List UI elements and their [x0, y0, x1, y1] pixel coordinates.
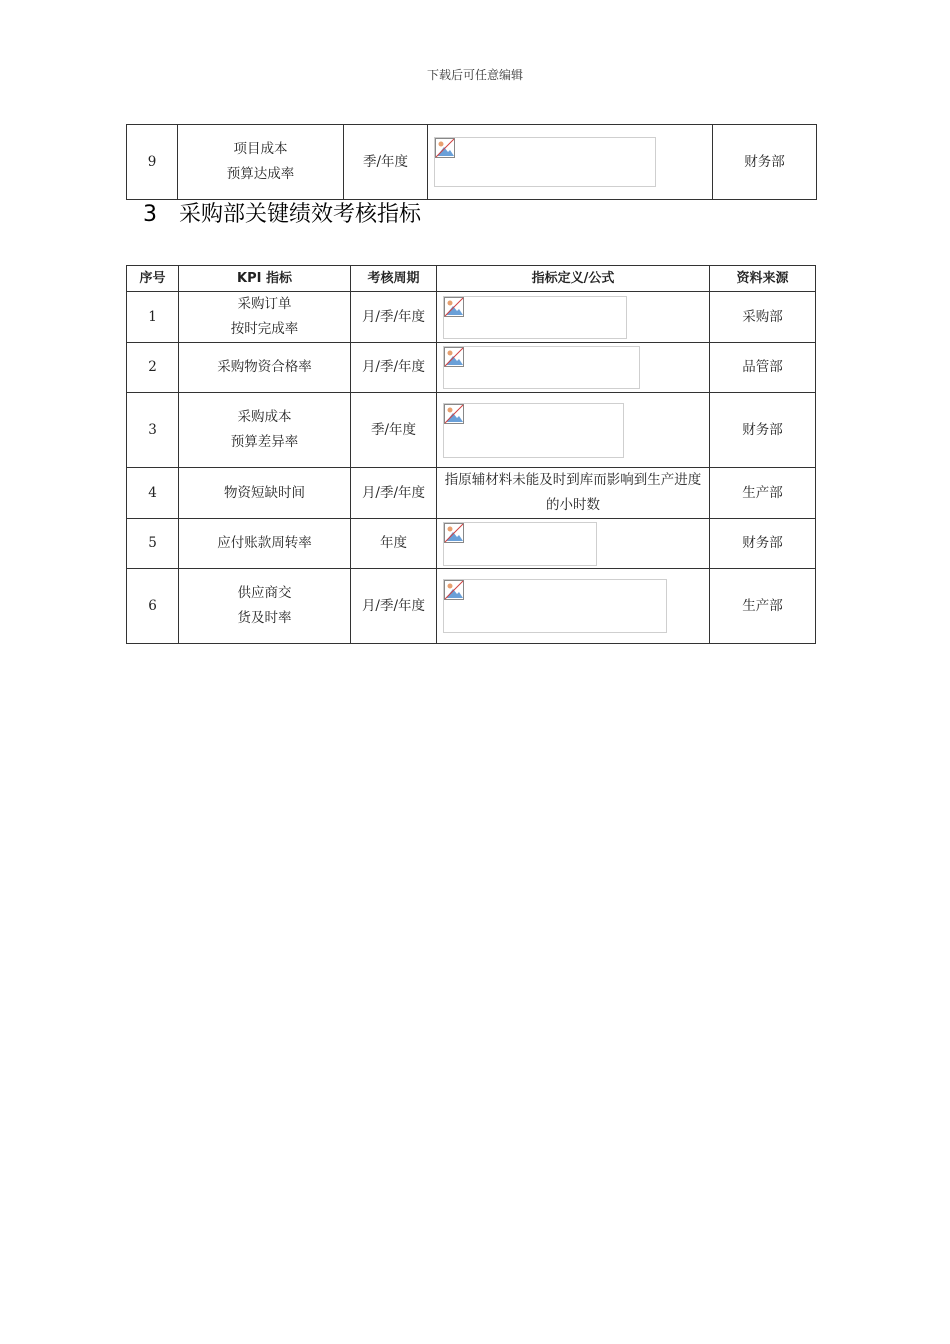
- definition-cell: [437, 468, 710, 519]
- formula-image: [443, 522, 597, 566]
- kpi-name-line1: 项目成本: [233, 141, 288, 157]
- header-period: 考核周期: [351, 266, 437, 292]
- row-index: 4: [127, 468, 179, 519]
- kpi-name-line1: 采购成本: [237, 409, 292, 425]
- period-cell: 季/年度: [351, 393, 437, 468]
- table-row: [127, 569, 816, 644]
- header-kpi: KPI 指标: [179, 266, 351, 292]
- kpi-name: 应付账款周转率: [179, 519, 351, 569]
- formula-image: [443, 346, 640, 389]
- section-title: 采购部关键绩效考核指标: [179, 202, 422, 227]
- kpi-name-line1: 采购订单: [237, 296, 292, 312]
- table-row: [127, 393, 816, 468]
- source-cell: 财务部: [710, 519, 816, 569]
- formula-cell: [437, 343, 710, 393]
- source-cell: 采购部: [710, 292, 816, 343]
- kpi-name: [179, 569, 351, 644]
- header-index: 序号: [127, 266, 179, 292]
- period-cell: 月/季/年度: [351, 343, 437, 393]
- kpi-name: 物资短缺时间: [179, 468, 351, 519]
- header-definition: 指标定义/公式: [437, 266, 710, 292]
- broken-image-icon: [444, 580, 464, 600]
- period-cell: 年度: [351, 519, 437, 569]
- source-cell: 生产部: [710, 468, 816, 519]
- formula-cell: [428, 125, 713, 200]
- row-index: 9: [127, 125, 178, 200]
- kpi-name: [179, 292, 351, 343]
- row-index: 6: [127, 569, 179, 644]
- broken-image-icon: [444, 523, 464, 543]
- period-cell: 月/季/年度: [351, 468, 437, 519]
- row-index: 5: [127, 519, 179, 569]
- row-index: 3: [127, 393, 179, 468]
- broken-image-icon: [444, 404, 464, 424]
- kpi-table: [126, 265, 816, 644]
- kpi-name-line2: 预算达成率: [226, 166, 295, 182]
- table-row: [127, 292, 816, 343]
- table-row: [127, 125, 817, 200]
- formula-image: [434, 137, 656, 187]
- source-cell: 财务部: [713, 125, 817, 200]
- kpi-name-line2: 按时完成率: [230, 321, 299, 337]
- formula-image: [443, 296, 627, 339]
- broken-image-icon: [435, 138, 455, 158]
- broken-image-icon: [444, 347, 464, 367]
- kpi-name: [178, 125, 344, 200]
- header-source: 资料来源: [710, 266, 816, 292]
- formula-cell: [437, 569, 710, 644]
- period-cell: 季/年度: [344, 125, 428, 200]
- period-cell: 月/季/年度: [351, 569, 437, 644]
- table-row: [127, 468, 816, 519]
- kpi-name-line2: 预算差异率: [230, 434, 299, 450]
- formula-cell: [437, 519, 710, 569]
- table-header-row: [127, 266, 816, 292]
- row-index: 1: [127, 292, 179, 343]
- broken-image-icon: [444, 297, 464, 317]
- formula-cell: [437, 393, 710, 468]
- kpi-name-line1: 供应商交: [237, 585, 292, 601]
- definition-text: 指原辅材料未能及时到库而影响到生产进度的小时数: [444, 472, 702, 513]
- table-row: [127, 519, 816, 569]
- page-header-note: 下载后可任意编辑: [426, 68, 523, 82]
- source-cell: 品管部: [710, 343, 816, 393]
- formula-image: [443, 403, 624, 458]
- kpi-table-continued: [126, 124, 817, 200]
- row-index: 2: [127, 343, 179, 393]
- section-heading: [143, 197, 421, 228]
- kpi-name: 采购物资合格率: [179, 343, 351, 393]
- formula-image: [443, 579, 667, 633]
- source-cell: 生产部: [710, 569, 816, 644]
- formula-cell: [437, 292, 710, 343]
- kpi-name-line2: 货及时率: [237, 610, 292, 626]
- table-row: [127, 343, 816, 393]
- period-cell: 月/季/年度: [351, 292, 437, 343]
- kpi-name: [179, 393, 351, 468]
- source-cell: 财务部: [710, 393, 816, 468]
- section-number: 3: [143, 202, 157, 227]
